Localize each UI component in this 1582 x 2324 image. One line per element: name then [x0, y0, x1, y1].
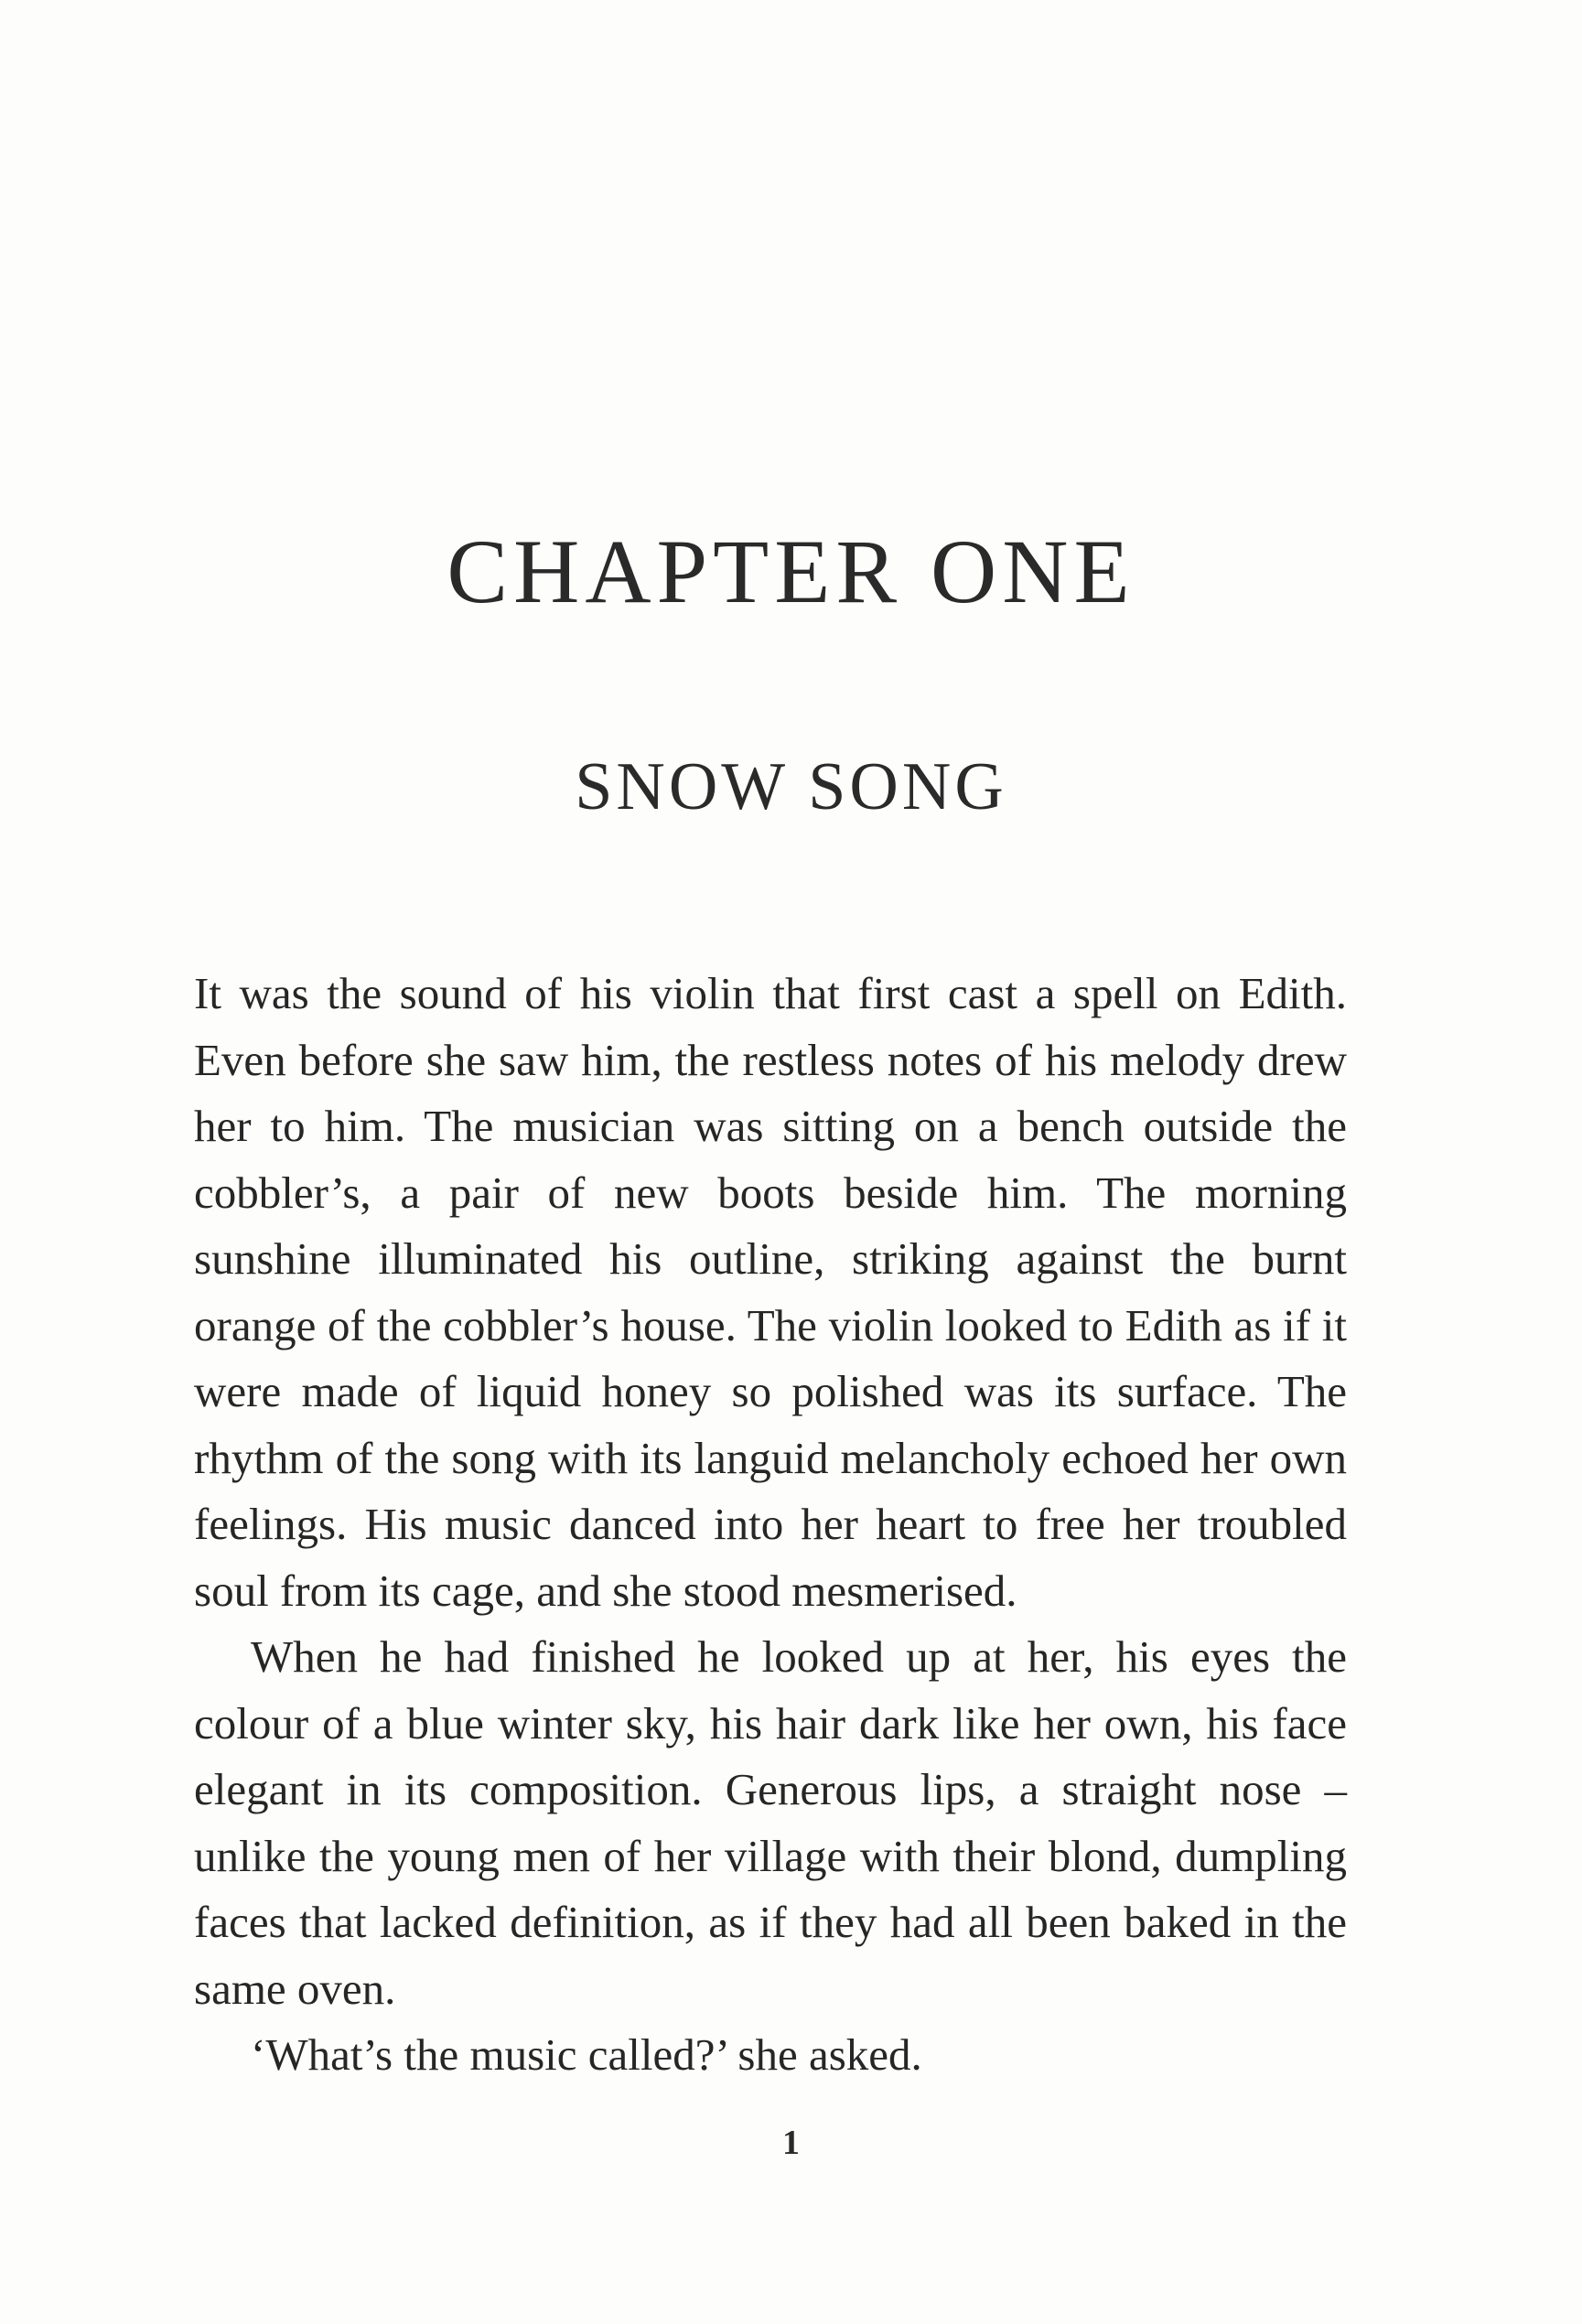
chapter-heading: CHAPTER ONE — [447, 521, 1135, 622]
paragraph-1: It was the sound of his violin that first cast a spell on Edith. Even before she saw him, the restless notes of his melody drew her to him. The musician was sitting on a bench outside the cobbler’s, a pair of new boots beside him. The morning sunshine illuminated his outline, striking against the burnt orange of the cobbler’s house. The violin looked to Edith as if it were made of liquid honey so polished was its surface. The rhythm of the song with its languid melancholy echoed her own feelings. His music danced into her heart to free her troubled soul from its cage, and she stood mesmerised. — [194, 968, 1347, 1616]
paragraph-2: When he had finished he looked up at her, his eyes the colour of a blue winter sky, his hair dark like her own, his face elegant in its composition. Generous lips, a straight nose – unlike the young men of her village with their blond, dumpling faces that lacked definition, as if they had all been baked in the same oven. — [194, 1631, 1347, 2014]
chapter-body — [194, 961, 1347, 2089]
paragraph-3: ‘What’s the music called?’ she asked. — [251, 2029, 922, 2080]
chapter-subtitle: SNOW SONG — [575, 749, 1007, 824]
page-number: 1 — [782, 2124, 800, 2162]
